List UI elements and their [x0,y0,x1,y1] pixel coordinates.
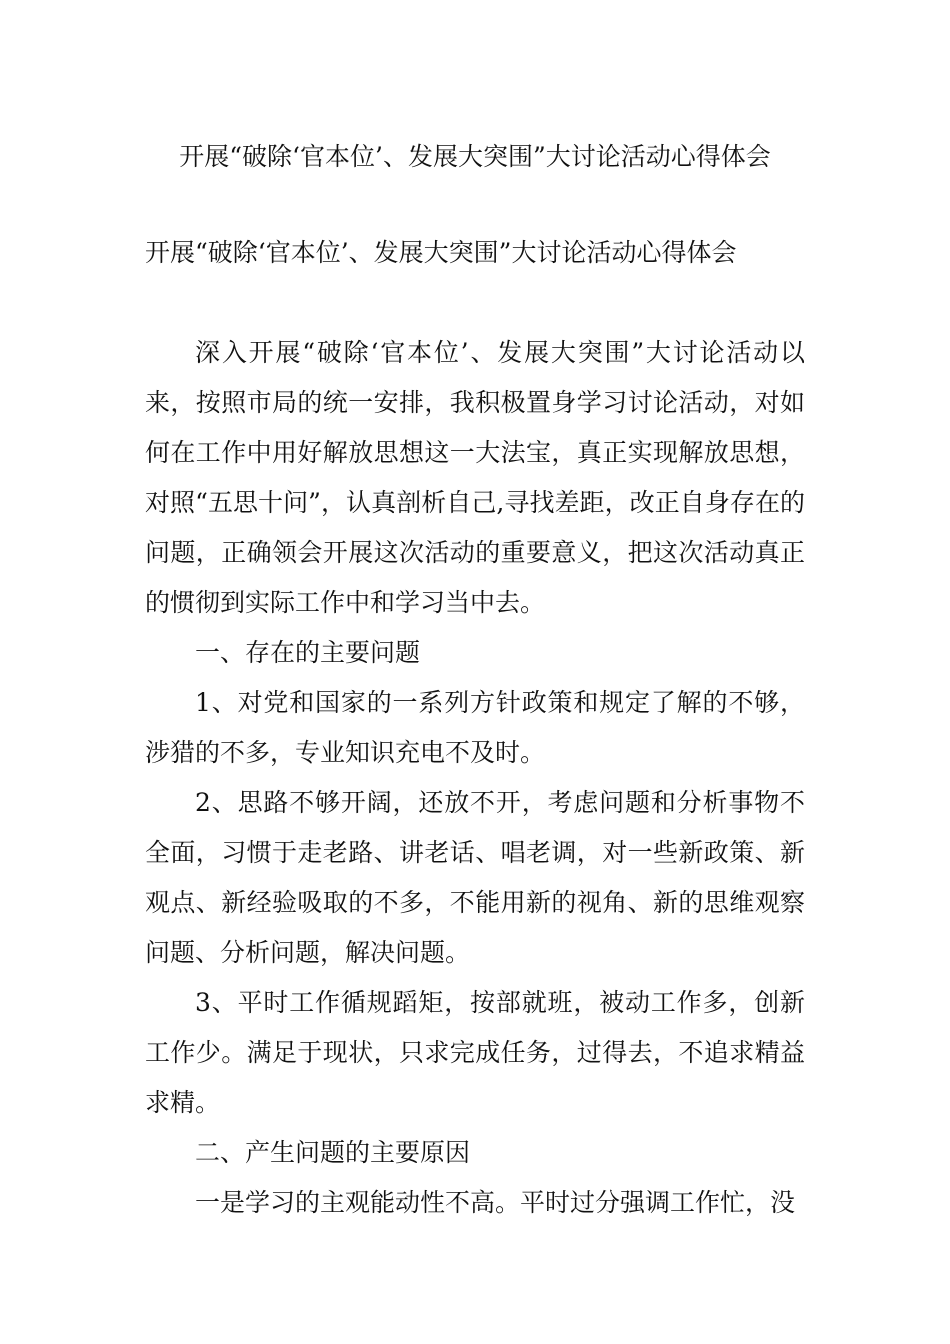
paragraph-cause-1: 一是学习的主观能动性不高。平时过分强调工作忙，没 [195,1188,796,1217]
section-heading-problems: 一、存在的主要问题 [195,638,421,667]
document-body [145,328,805,1228]
paragraph-problem-2: 2、思路不够开阔，还放不开，考虑问题和分析事物不全面，习惯于走老路、讲老话、唱老调，对一些新政策、新观点、新经验吸取的不多，不能用新的视角、新的思维观察问题、分析问题，解决问题。 [145,788,805,967]
section-heading-causes: 二、产生问题的主要原因 [195,1138,471,1167]
document-subtitle: 开展“破除‘官本位’、发展大突围”大讨论活动心得体会 [145,238,737,267]
paragraph-problem-1: 1、对党和国家的一系列方针政策和规定了解的不够，涉猎的不多，专业知识充电不及时。 [145,688,805,767]
paragraph-problem-3: 3、平时工作循规蹈矩，按部就班，被动工作多，创新工作少。满足于现状，只求完成任务，过得去，不追求精益求精。 [145,988,805,1117]
document-title: 开展“破除‘官本位’、发展大突围”大讨论活动心得体会 [179,142,771,171]
paragraph-intro: 深入开展“破除‘官本位’、发展大突围”大讨论活动以来，按照市局的统一安排，我积极置身学习讨论活动，对如何在工作中用好解放思想这一大法宝，真正实现解放思想，对照“五思十问”，认真剖析自己,寻找差距，改正自身存在的问题，正确领会开展这次活动的重要意义，把这次活动真正的惯彻到实际工作中和学习当中去。 [145,338,805,617]
